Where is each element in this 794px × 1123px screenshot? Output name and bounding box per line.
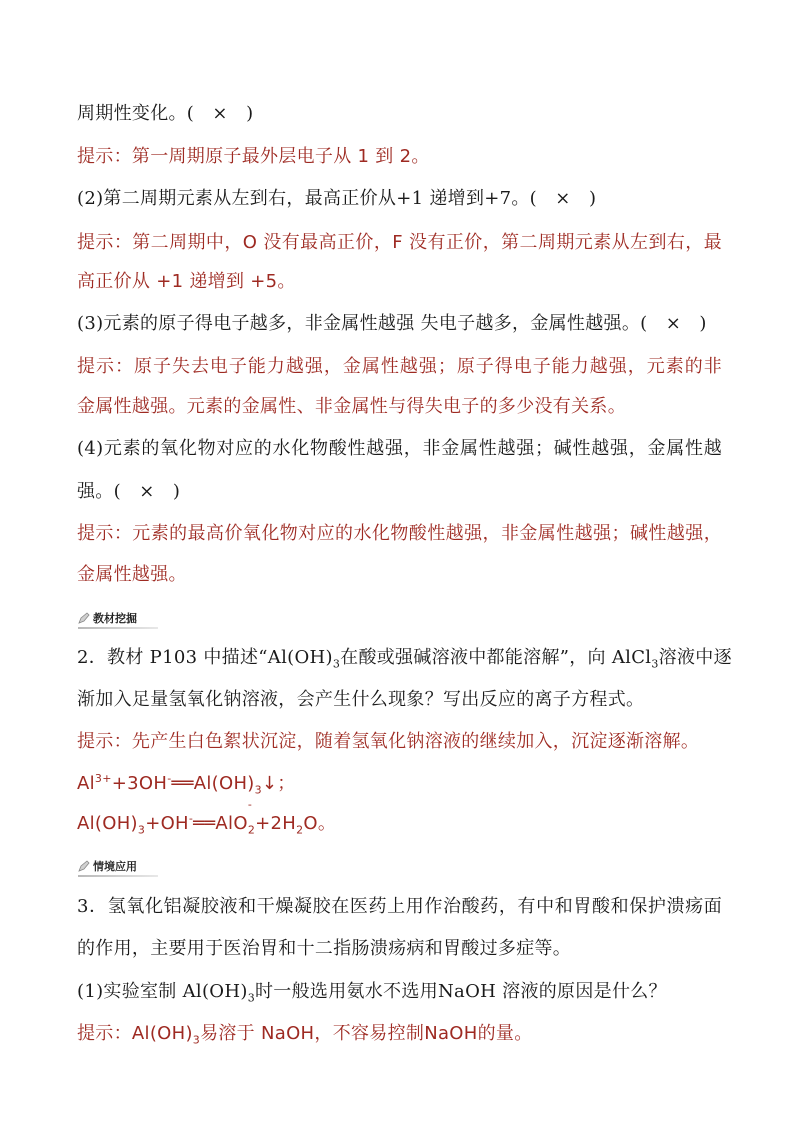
subscript: 2 bbox=[247, 823, 256, 837]
subscript: 3 bbox=[332, 657, 341, 671]
hint-3-line-1: 提示：原子失去电子能力越强，金属性越强；原子得电子能力越强，元素的非 bbox=[77, 356, 722, 377]
question-5-line-2: 渐加入足量氢氧化钠溶液，会产生什么现象？写出反应的离子方程式。 bbox=[77, 689, 645, 710]
question-6-sub-1 bbox=[77, 979, 722, 1005]
section-tag-label: 情境应用 bbox=[93, 860, 137, 873]
superscript: - bbox=[188, 812, 194, 825]
eq-text: ══AlO bbox=[193, 813, 248, 834]
subscript: 3 bbox=[247, 991, 255, 1005]
hint-2-line-1: 提示：第二周期中，O 没有最高正价，F 没有正价，第二周期元素从左到右，最 bbox=[77, 232, 722, 253]
hint-5: 提示：先产生白色絮状沉淀，随着氢氧化钠溶液的继续加入，沉淀逐渐溶解。 bbox=[77, 731, 700, 752]
subscript: 3 bbox=[137, 823, 146, 837]
eq-text: ══Al(OH) bbox=[171, 773, 255, 794]
superscript: - bbox=[167, 772, 172, 785]
equation-1 bbox=[77, 771, 722, 797]
hint-2-line-2: 高正价从 +1 递增到 +5。 bbox=[77, 271, 296, 292]
eq-text: Al bbox=[77, 773, 95, 794]
eq-text: +OH bbox=[145, 813, 189, 834]
section-tag-context bbox=[78, 858, 137, 874]
hint-4-line-1: 提示：元素的最高价氧化物对应的水化物酸性越强，非金属性越强；碱性越强， bbox=[77, 523, 722, 544]
q5-text: 在酸或强碱溶液中都能溶解”，向 AlCl bbox=[340, 647, 652, 668]
subscript: 2 bbox=[296, 823, 304, 837]
eq-text: +3OH bbox=[111, 773, 168, 794]
q6-text: 时一般选用氨水不选用NaOH 溶液的原因是什么？ bbox=[255, 981, 667, 1002]
section-tag-underline bbox=[78, 875, 158, 877]
q5-text: 2．教材 P103 中描述“Al(OH) bbox=[77, 647, 333, 668]
hint-1: 提示：第一周期原子最外层电子从 1 到 2。 bbox=[77, 146, 430, 167]
eq-text: +2H bbox=[255, 813, 297, 834]
eq-text: Al(OH) bbox=[77, 813, 138, 834]
superscript: 3+ bbox=[94, 772, 112, 785]
question-6-line-2: 的作用，主要用于医治胃和十二指肠溃疡病和胃酸过多症等。 bbox=[77, 938, 572, 959]
question-5-line-1 bbox=[77, 645, 732, 671]
hint-6 bbox=[77, 1021, 722, 1047]
question-1-tail: 周期性变化。( × ) bbox=[77, 103, 254, 124]
question-4-line-1: (4)元素的氧化物对应的水化物酸性越强，非金属性越强；碱性越强，金属性越 bbox=[77, 438, 722, 459]
hint-text: 提示：Al(OH) bbox=[77, 1023, 193, 1044]
question-2: (2)第二周期元素从左到右，最高正价从+1 递增到+7。( × ) bbox=[77, 188, 597, 209]
section-tag-underline bbox=[78, 627, 158, 629]
equation-2: $Al(OH)_3+OH^-══AlO$ - $_2+2H_2O$。 bbox=[77, 798, 337, 837]
pencil-icon bbox=[78, 860, 90, 872]
q5-text: 溶液中逐 bbox=[658, 647, 732, 668]
q6-text: (1)实验室制 Al(OH) bbox=[77, 981, 248, 1002]
subscript: 3 bbox=[192, 1033, 201, 1047]
subscript: 3 bbox=[254, 783, 262, 797]
hint-text: 易溶于 NaOH，不容易控制NaOH的量。 bbox=[200, 1023, 533, 1044]
subscript: 3 bbox=[651, 657, 659, 671]
hint-3-line-2: 金属性越强。元素的金属性、非金属性与得失电子的多少没有关系。 bbox=[77, 396, 626, 417]
section-tag-label: 教材挖掘 bbox=[93, 612, 137, 625]
hint-4-line-2: 金属性越强。 bbox=[77, 564, 187, 585]
question-6-line-1: 3．氢氧化铝凝胶液和干燥凝胶在医药上用作治酸药，有中和胃酸和保护溃疡面 bbox=[77, 896, 722, 917]
pencil-icon bbox=[78, 612, 90, 624]
question-3: (3)元素的原子得电子越多，非金属性越强 失电子越多，金属性越强。( × ) bbox=[77, 313, 707, 334]
eq-text: O。 bbox=[303, 813, 337, 834]
eq-text: ↓； bbox=[261, 773, 296, 794]
section-tag-textbook bbox=[78, 610, 137, 626]
question-4-line-2: 强。( × ) bbox=[77, 481, 181, 502]
